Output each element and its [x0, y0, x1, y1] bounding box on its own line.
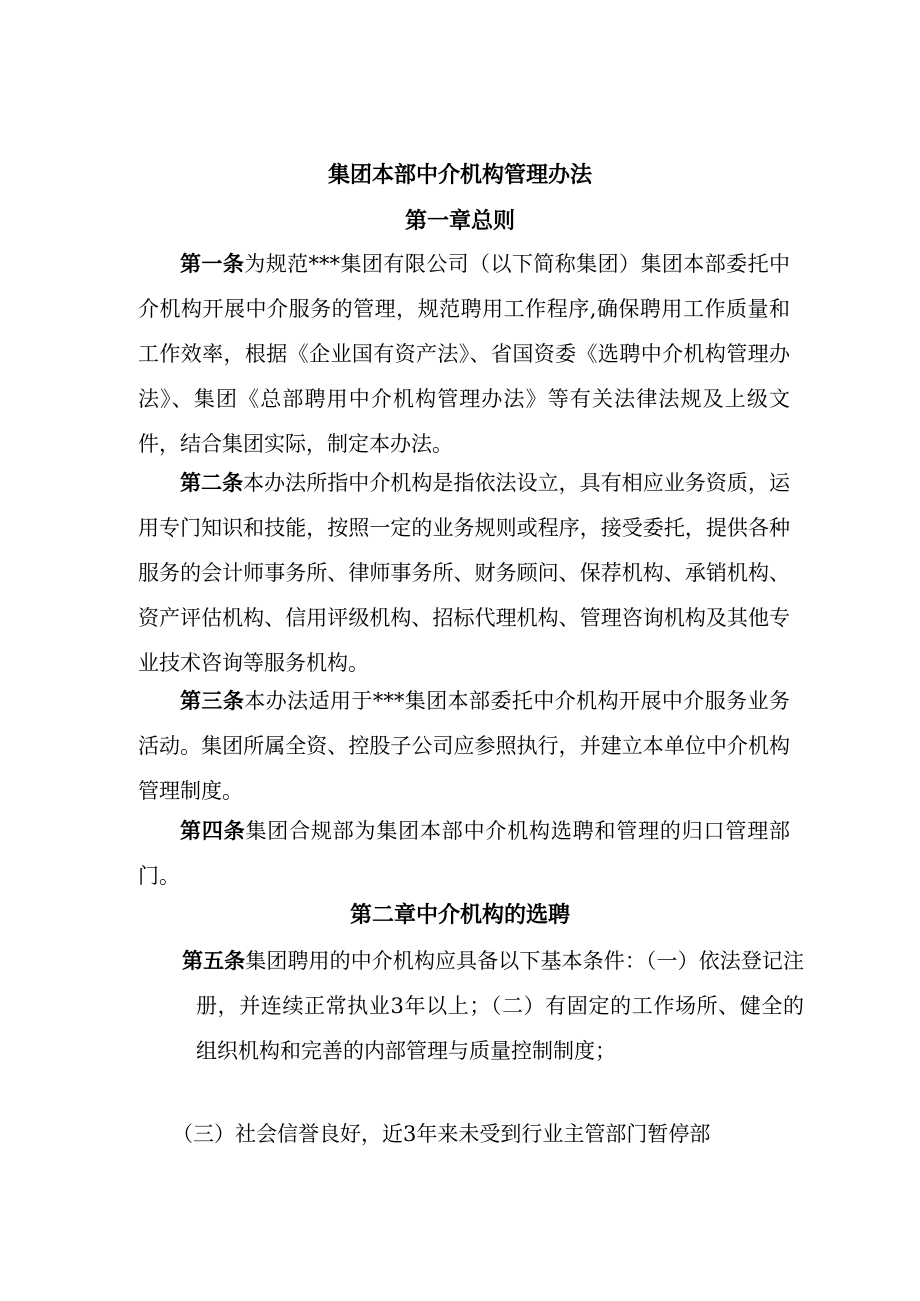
article-4	[138, 808, 790, 899]
article-2-label: 第二条	[180, 470, 244, 495]
article-3-label: 第三条	[180, 688, 245, 713]
article-4-label: 第四条	[180, 818, 246, 843]
document-title: 集团本部中介机构管理办法	[327, 162, 592, 188]
article-1-label: 第一条	[180, 251, 245, 276]
chapter-two-heading: 第二章中介机构的选聘	[349, 902, 570, 928]
article-2-text: 本办法所指中介机构是指依法设立，具有相应业务资质，运用专门知识和技能，按照一定的业务规则或程序，接受委托，提供各种服务的会计师事务所、律师事务所、财务顾问、保荐机构、承销机构、资产评估机构、信用评级机构、招标代理机构、管理咨询机构及其他专业技术咨询等服务机构。	[138, 471, 790, 675]
article-1-text: 为规范***集团有限公司（以下简称集团）集团本部委托中介机构开展中介服务的管理，规范聘用工作程序,确保聘用工作质量和工作效率，根据《企业国有资产法》、省国资委《选聘中介机构管理办法》、集团《总部聘用中介机构管理办法》等有关法律法规及上级文件，结合集团实际，制定本办法。	[138, 252, 791, 456]
article-5	[182, 938, 804, 1074]
article-5-label: 第五条	[182, 948, 246, 973]
chapter-one-heading: 第一章总则	[404, 208, 515, 234]
article-2	[138, 460, 790, 686]
article-5-item-3: （三）社会信誉良好，近3年来未受到行业主管部门暂停部	[172, 1122, 711, 1146]
article-3-text: 本办法适用于***集团本部委托中介机构开展中介服务业务活动。集团所属全资、控股子公司应参照执行，并建立本单位中介机构管理制度。	[138, 689, 791, 803]
article-4-text: 集团合规部为集团本部中介机构选聘和管理的归口管理部门。	[138, 819, 791, 888]
article-1	[138, 241, 790, 467]
article-5-text: 集团聘用的中介机构应具备以下基本条件：（一）依法登记注册，并连续正常执业3年以上；（二）有固定的工作场所、健全的组织机构和完善的内部管理与质量控制制度；	[196, 949, 805, 1063]
article-3	[138, 678, 790, 814]
